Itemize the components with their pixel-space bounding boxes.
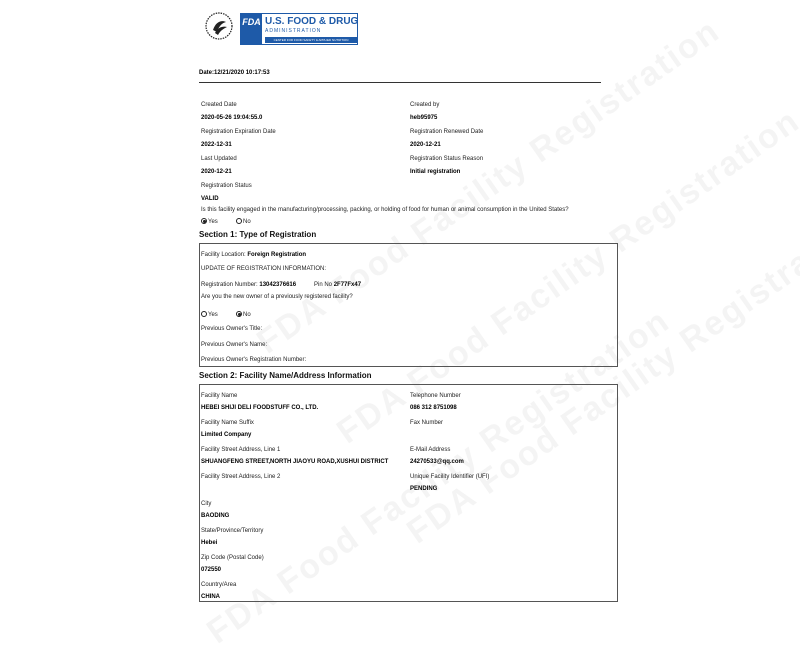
ufi-value: PENDING (410, 486, 438, 492)
registration-number-value: 13042376616 (259, 282, 297, 288)
section-1-box (199, 243, 618, 367)
telephone-value: 086 312 8751098 (410, 405, 457, 411)
section-1-title: Section 1: Type of Registration (199, 230, 317, 239)
last-updated-label: Last Updated (201, 156, 237, 162)
country-label: Country/Area (201, 582, 237, 588)
registration-number (201, 282, 296, 288)
radio-unselected-icon[interactable] (201, 311, 207, 317)
new-owner-yes-label: Yes (208, 312, 218, 318)
registration-status-value: VALID (201, 196, 219, 202)
previous-owner-title-label: Previous Owner's Title: (201, 326, 263, 332)
state-label: State/Province/Territory (201, 528, 264, 534)
fda-logo-mark: FDA (241, 14, 262, 44)
facility-location-label: Facility Location: (201, 252, 246, 258)
pin-number (314, 282, 361, 288)
created-by-label: Created by (410, 102, 440, 108)
zip-label: Zip Code (Postal Code) (201, 555, 264, 561)
city-label: City (201, 501, 212, 507)
document-date: Date:12/21/2020 10:17:53 (199, 70, 270, 76)
fda-logo-subtitle: ADMINISTRATION (265, 28, 322, 34)
created-by-value: heb95975 (410, 115, 438, 121)
expiration-date-value: 2022-12-31 (201, 142, 232, 148)
new-owner-yes-option[interactable] (201, 311, 218, 318)
section-2-box (199, 384, 618, 602)
status-reason-value: Initial registration (410, 169, 461, 175)
street-line1-label: Facility Street Address, Line 1 (201, 447, 281, 453)
street-line1-value: SHUANGFENG STREET,NORTH JIAOYU ROAD,XUSHUI DISTRICT (201, 459, 389, 465)
ufi-label: Unique Facility Identifier (UFI) (410, 474, 490, 480)
email-value: 24270533@qq.com (410, 459, 464, 465)
new-owner-no-label: No (243, 312, 251, 318)
update-info-heading: UPDATE OF REGISTRATION INFORMATION: (201, 266, 327, 272)
email-label: E-Mail Address (410, 447, 451, 453)
pin-number-label: Pin No (314, 282, 333, 288)
header-divider (199, 82, 601, 83)
country-value: CHINA (201, 594, 220, 600)
last-updated-value: 2020-12-21 (201, 169, 232, 175)
facility-name-value: HEBEI SHIJI DELI FOODSTUFF CO., LTD. (201, 405, 319, 411)
city-value: BAODING (201, 513, 230, 519)
us-engagement-yes-option[interactable] (201, 218, 218, 225)
section-2-title: Section 2: Facility Name/Address Information (199, 371, 372, 380)
state-value: Hebei (201, 540, 218, 546)
registration-status-label: Registration Status (201, 183, 252, 189)
street-line2-label: Facility Street Address, Line 2 (201, 474, 281, 480)
facility-name-label: Facility Name (201, 393, 238, 399)
pin-number-value: 2F77Fx47 (333, 282, 362, 288)
fax-label: Fax Number (410, 420, 444, 426)
status-reason-label: Registration Status Reason (410, 156, 484, 162)
previous-owner-registration-label: Previous Owner's Registration Number: (201, 357, 307, 363)
created-date-label: Created Date (201, 102, 237, 108)
previous-owner-name-label: Previous Owner's Name: (201, 342, 268, 348)
us-engagement-no-option[interactable] (236, 218, 251, 225)
new-owner-question: Are you the new owner of a previously registered facility? (201, 294, 353, 300)
radio-unselected-icon[interactable] (236, 218, 242, 224)
hhs-seal-icon (205, 12, 233, 40)
radio-selected-icon[interactable] (201, 218, 207, 224)
facility-suffix-label: Facility Name Suffix (201, 420, 254, 426)
us-engagement-no-label: No (243, 219, 251, 225)
fda-logo (240, 13, 358, 45)
renewed-date-value: 2020-12-21 (410, 142, 441, 148)
fda-logo-title: U.S. FOOD & DRUG (265, 16, 359, 27)
facility-suffix-value: Limited Company (201, 432, 252, 438)
registration-number-label: Registration Number: (201, 282, 258, 288)
expiration-date-label: Registration Expiration Date (201, 129, 276, 135)
us-engagement-yes-label: Yes (208, 219, 218, 225)
telephone-label: Telephone Number (410, 393, 461, 399)
created-date-value: 2020-05-26 19:04:55.0 (201, 115, 263, 121)
facility-location (201, 252, 306, 258)
us-engagement-question: Is this facility engaged in the manufacturing/processing, packing, or holding of food for human or animal consumption in the United States? (201, 207, 569, 213)
radio-selected-icon[interactable] (236, 311, 242, 317)
zip-value: 072550 (201, 567, 222, 573)
new-owner-no-option[interactable] (236, 311, 251, 318)
renewed-date-label: Registration Renewed Date (410, 129, 484, 135)
fda-logo-center: CENTER FOR FOOD SAFETY & APPLIED NUTRITION (265, 37, 357, 43)
facility-location-value: Foreign Registration (247, 252, 307, 258)
